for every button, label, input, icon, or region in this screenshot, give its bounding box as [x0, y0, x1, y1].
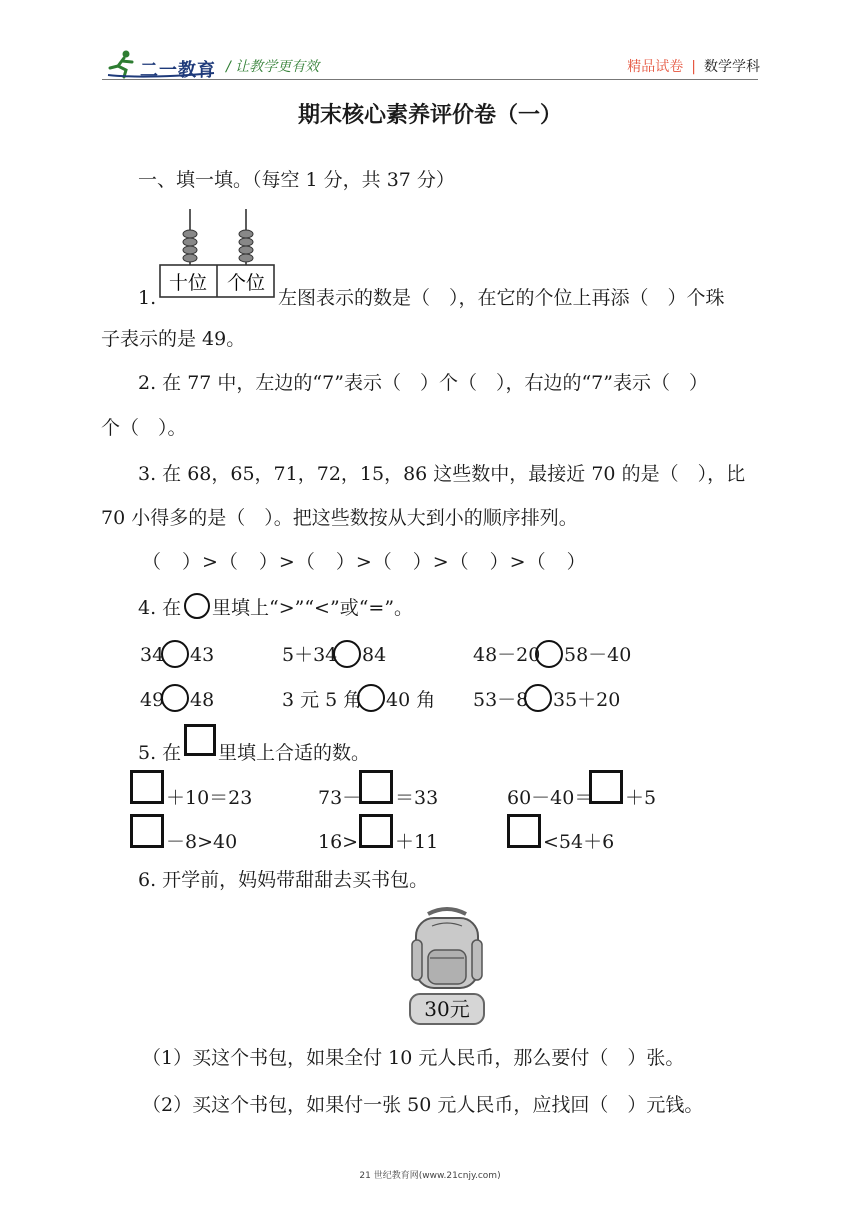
q4-r1c-left: 48－20 — [473, 644, 541, 666]
q5-r1a-right: ＋10＝23 — [166, 787, 253, 809]
q5-intro-start: 5. 在 — [138, 742, 182, 764]
slogan: / 让教学更有效 — [226, 59, 320, 75]
q1-text-line2: 子表示的是 49。 — [101, 328, 246, 350]
answer-box[interactable] — [130, 814, 164, 848]
q1-text-line1: 左图表示的数是（ ），在它的个位上再添（ ）个珠 — [278, 287, 725, 309]
q5-r1c-left: 60－40＝ — [507, 787, 594, 809]
q3-text-line1: 3. 在 68，65，71，72，15，86 这些数中，最接近 70 的是（ ），比 — [138, 463, 746, 485]
q4-r2c-right: 35＋20 — [553, 689, 621, 711]
compare-circle[interactable] — [333, 640, 361, 668]
page-title: 期末核心素养评价卷（一） — [297, 102, 562, 128]
answer-box[interactable] — [130, 770, 164, 804]
answer-box[interactable] — [359, 814, 393, 848]
q5-r2b-right: ＋11 — [395, 831, 439, 853]
section-heading: 一、填一填。（每空 1 分，共 37 分） — [138, 169, 455, 191]
price-tag: 30元 — [424, 997, 470, 1021]
circle-blank-icon — [184, 593, 210, 619]
subject-label: 数学学科 — [704, 59, 760, 75]
q4-r1c-right: 58－40 — [564, 644, 632, 666]
q4-intro-end: 里填上“>”“<”或“=”。 — [212, 597, 414, 619]
q6-sub1: （1）买这个书包，如果全付 10 元人民币，那么要付（ ）张。 — [142, 1047, 685, 1069]
q4-r2a-right: 48 — [190, 689, 215, 711]
answer-box[interactable] — [359, 770, 393, 804]
q4-r2b-right: 40 角 — [386, 689, 436, 711]
q4-r1b-left: 5＋34 — [282, 644, 338, 666]
q4-r1a-left: 34 — [140, 644, 165, 666]
header-separator: | — [691, 59, 696, 75]
square-blank-icon — [184, 724, 216, 756]
header-right — [627, 56, 760, 76]
q3-order-blanks: （ ）>（ ）>（ ）>（ ）>（ ）>（ ） — [142, 551, 587, 573]
abacus-ones-label: 个位 — [226, 272, 266, 294]
q3-text-line2: 70 小得多的是（ ）。把这些数按从大到小的顺序排列。 — [101, 507, 578, 529]
q5-r2c-right: <54＋6 — [543, 831, 615, 853]
q4-r1a-right: 43 — [190, 644, 215, 666]
q5-r2a-right: －8>40 — [166, 831, 238, 853]
q5-r1b-left: 73－ — [318, 787, 362, 809]
q1-number: 1. — [138, 287, 157, 309]
q4-r2b-left: 3 元 5 角 — [282, 689, 363, 711]
q4-r2a-left: 49 — [140, 689, 165, 711]
q2-text-line1: 2. 在 77 中，左边的“7”表示（ ）个（ ），右边的“7”表示（ ） — [138, 372, 708, 394]
q6-sub2: （2）买这个书包，如果付一张 50 元人民币，应找回（ ）元钱。 — [142, 1094, 704, 1116]
compare-circle[interactable] — [161, 684, 189, 712]
compare-circle[interactable] — [161, 640, 189, 668]
header-divider — [102, 79, 758, 80]
compare-circle[interactable] — [524, 684, 552, 712]
q6-intro: 6. 开学前，妈妈带甜甜去买书包。 — [138, 869, 429, 891]
footer-credit: 21 世纪教育网(www.21cnjy.com) — [359, 1171, 501, 1181]
answer-box[interactable] — [507, 814, 541, 848]
q2-text-line2: 个（ ）。 — [101, 417, 187, 439]
answer-box[interactable] — [589, 770, 623, 804]
q5-r2b-left: 16> — [318, 831, 359, 853]
q4-r2c-left: 53－8 — [473, 689, 529, 711]
backpack-image — [408, 906, 486, 1028]
compare-circle[interactable] — [535, 640, 563, 668]
q5-intro-end: 里填上合适的数。 — [218, 742, 371, 764]
quality-tag: 精品试卷 — [627, 59, 684, 75]
q5-r1c-right: ＋5 — [625, 787, 657, 809]
abacus-tens-label: 十位 — [168, 272, 208, 294]
q4-intro-start: 4. 在 — [138, 597, 182, 619]
compare-circle[interactable] — [357, 684, 385, 712]
abacus-image — [158, 207, 278, 299]
brand-name: 二一教育 — [140, 60, 216, 81]
q5-r1b-right: ＝33 — [395, 787, 439, 809]
q4-r1b-right: 84 — [362, 644, 387, 666]
